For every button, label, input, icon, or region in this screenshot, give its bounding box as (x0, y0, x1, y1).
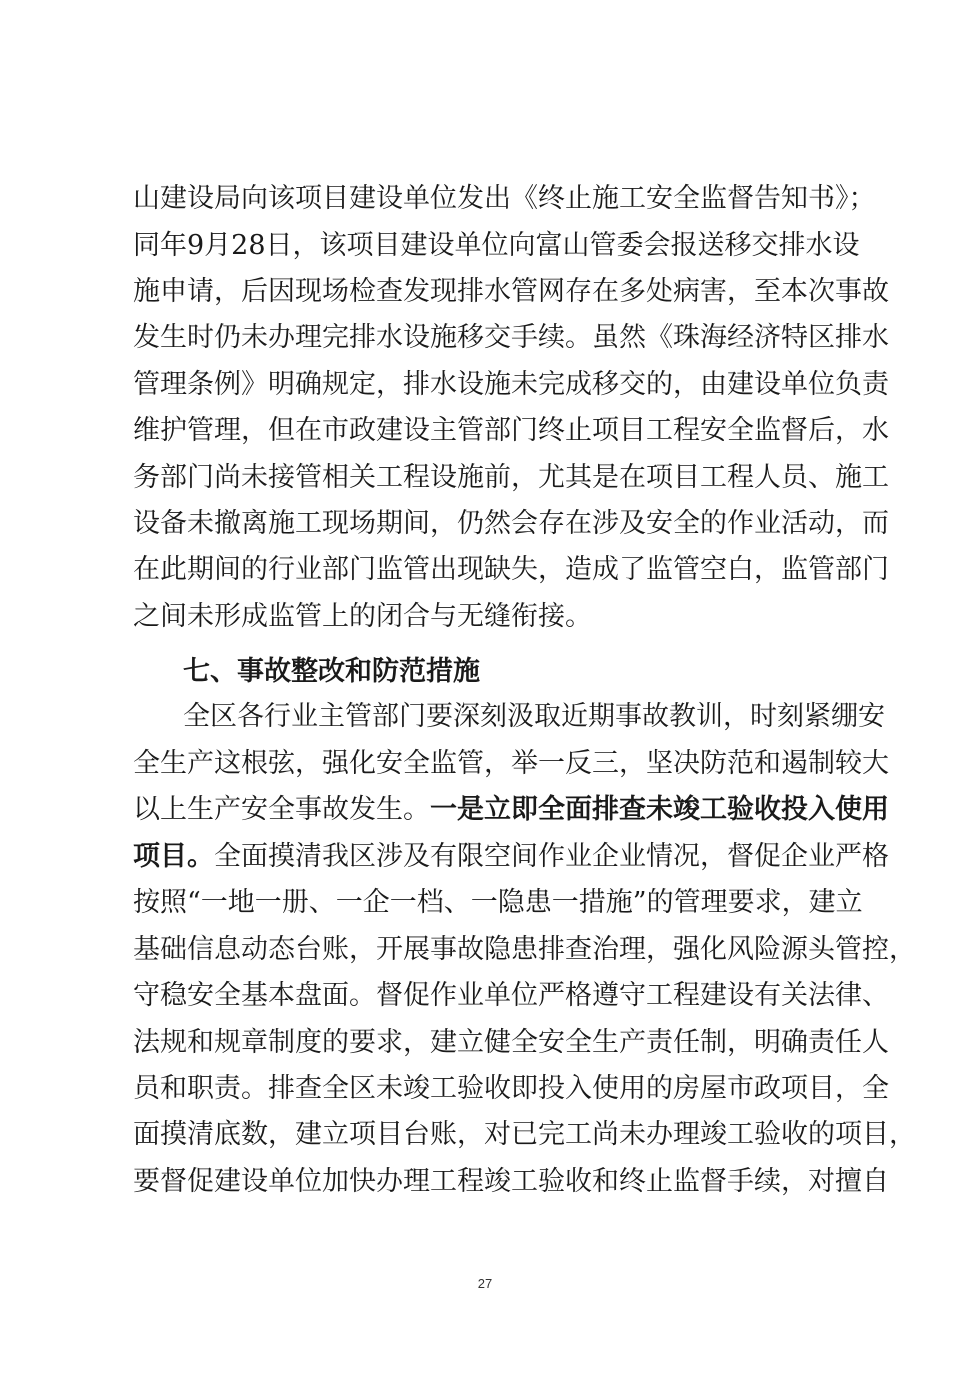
text-line: 维护管理，但在市政建设主管部门终止项目工程安全监督后，水 (133, 415, 889, 446)
text-line: 山建设局向该项目建设单位发出《终止施工安全监督告知书》； (133, 183, 876, 214)
page-number: 27 (477, 1276, 493, 1291)
text-line: 基础信息动态台账，开展事故隐患排查治理，强化风险源头管控， (133, 934, 916, 965)
text-line: 同年9月28日，该项目建设单位向富山管委会报送移交排水设 (133, 230, 860, 261)
text-line: 施申请，后因现场检查发现排水管网存在多处病害，至本次事故 (133, 276, 889, 307)
text-line: 之间未形成监管上的闭合与无缝衔接。 (133, 601, 592, 632)
text-line (133, 837, 889, 877)
text-line: 设备未撤离施工现场期间，仍然会存在涉及安全的作业活动，而 (133, 508, 889, 539)
text-normal: 以上生产安全事故发生。 (133, 794, 430, 825)
text-normal: 全面摸清我区涉及有限空间作业企业情况，督促企业严格 (214, 841, 889, 872)
bold-emphasis: 一是立即全面排查未竣工验收投入使用 (430, 794, 889, 825)
text-line: 守稳安全基本盘面。督促作业单位严格遵守工程建设有关法律、 (133, 980, 889, 1011)
text-line: 员和职责。排查全区未竣工验收即投入使用的房屋市政项目，全 (133, 1073, 889, 1104)
text-line: 务部门尚未接管相关工程设施前，尤其是在项目工程人员、施工 (133, 462, 889, 493)
text-line: 面摸清底数，建立项目台账，对已完工尚未办理竣工验收的项目， (133, 1119, 916, 1150)
text-line: 法规和规章制度的要求，建立健全安全生产责任制，明确责任人 (133, 1027, 889, 1058)
text-line: 要督促建设单位加快办理工程竣工验收和终止监督手续，对擅自 (133, 1166, 889, 1197)
bold-emphasis: 项目。 (133, 841, 214, 872)
text-line: 发生时仍未办理完排水设施移交手续。虽然《珠海经济特区排水 (133, 322, 889, 353)
text-line: 全区各行业主管部门要深刻汲取近期事故教训，时刻紧绷安 (183, 701, 885, 732)
text-line (133, 790, 889, 830)
text-line: 按照“一地一册、一企一档、一隐患一措施”的管理要求，建立 (133, 887, 863, 918)
section-heading: 七、事故整改和防范措施 (183, 656, 480, 687)
text-line: 全生产这根弦，强化安全监管，举一反三，坚决防范和遏制较大 (133, 748, 889, 779)
text-line: 在此期间的行业部门监管出现缺失，造成了监管空白，监管部门 (133, 554, 889, 585)
text-line: 管理条例》明确规定，排水设施未完成移交的，由建设单位负责 (133, 369, 889, 400)
